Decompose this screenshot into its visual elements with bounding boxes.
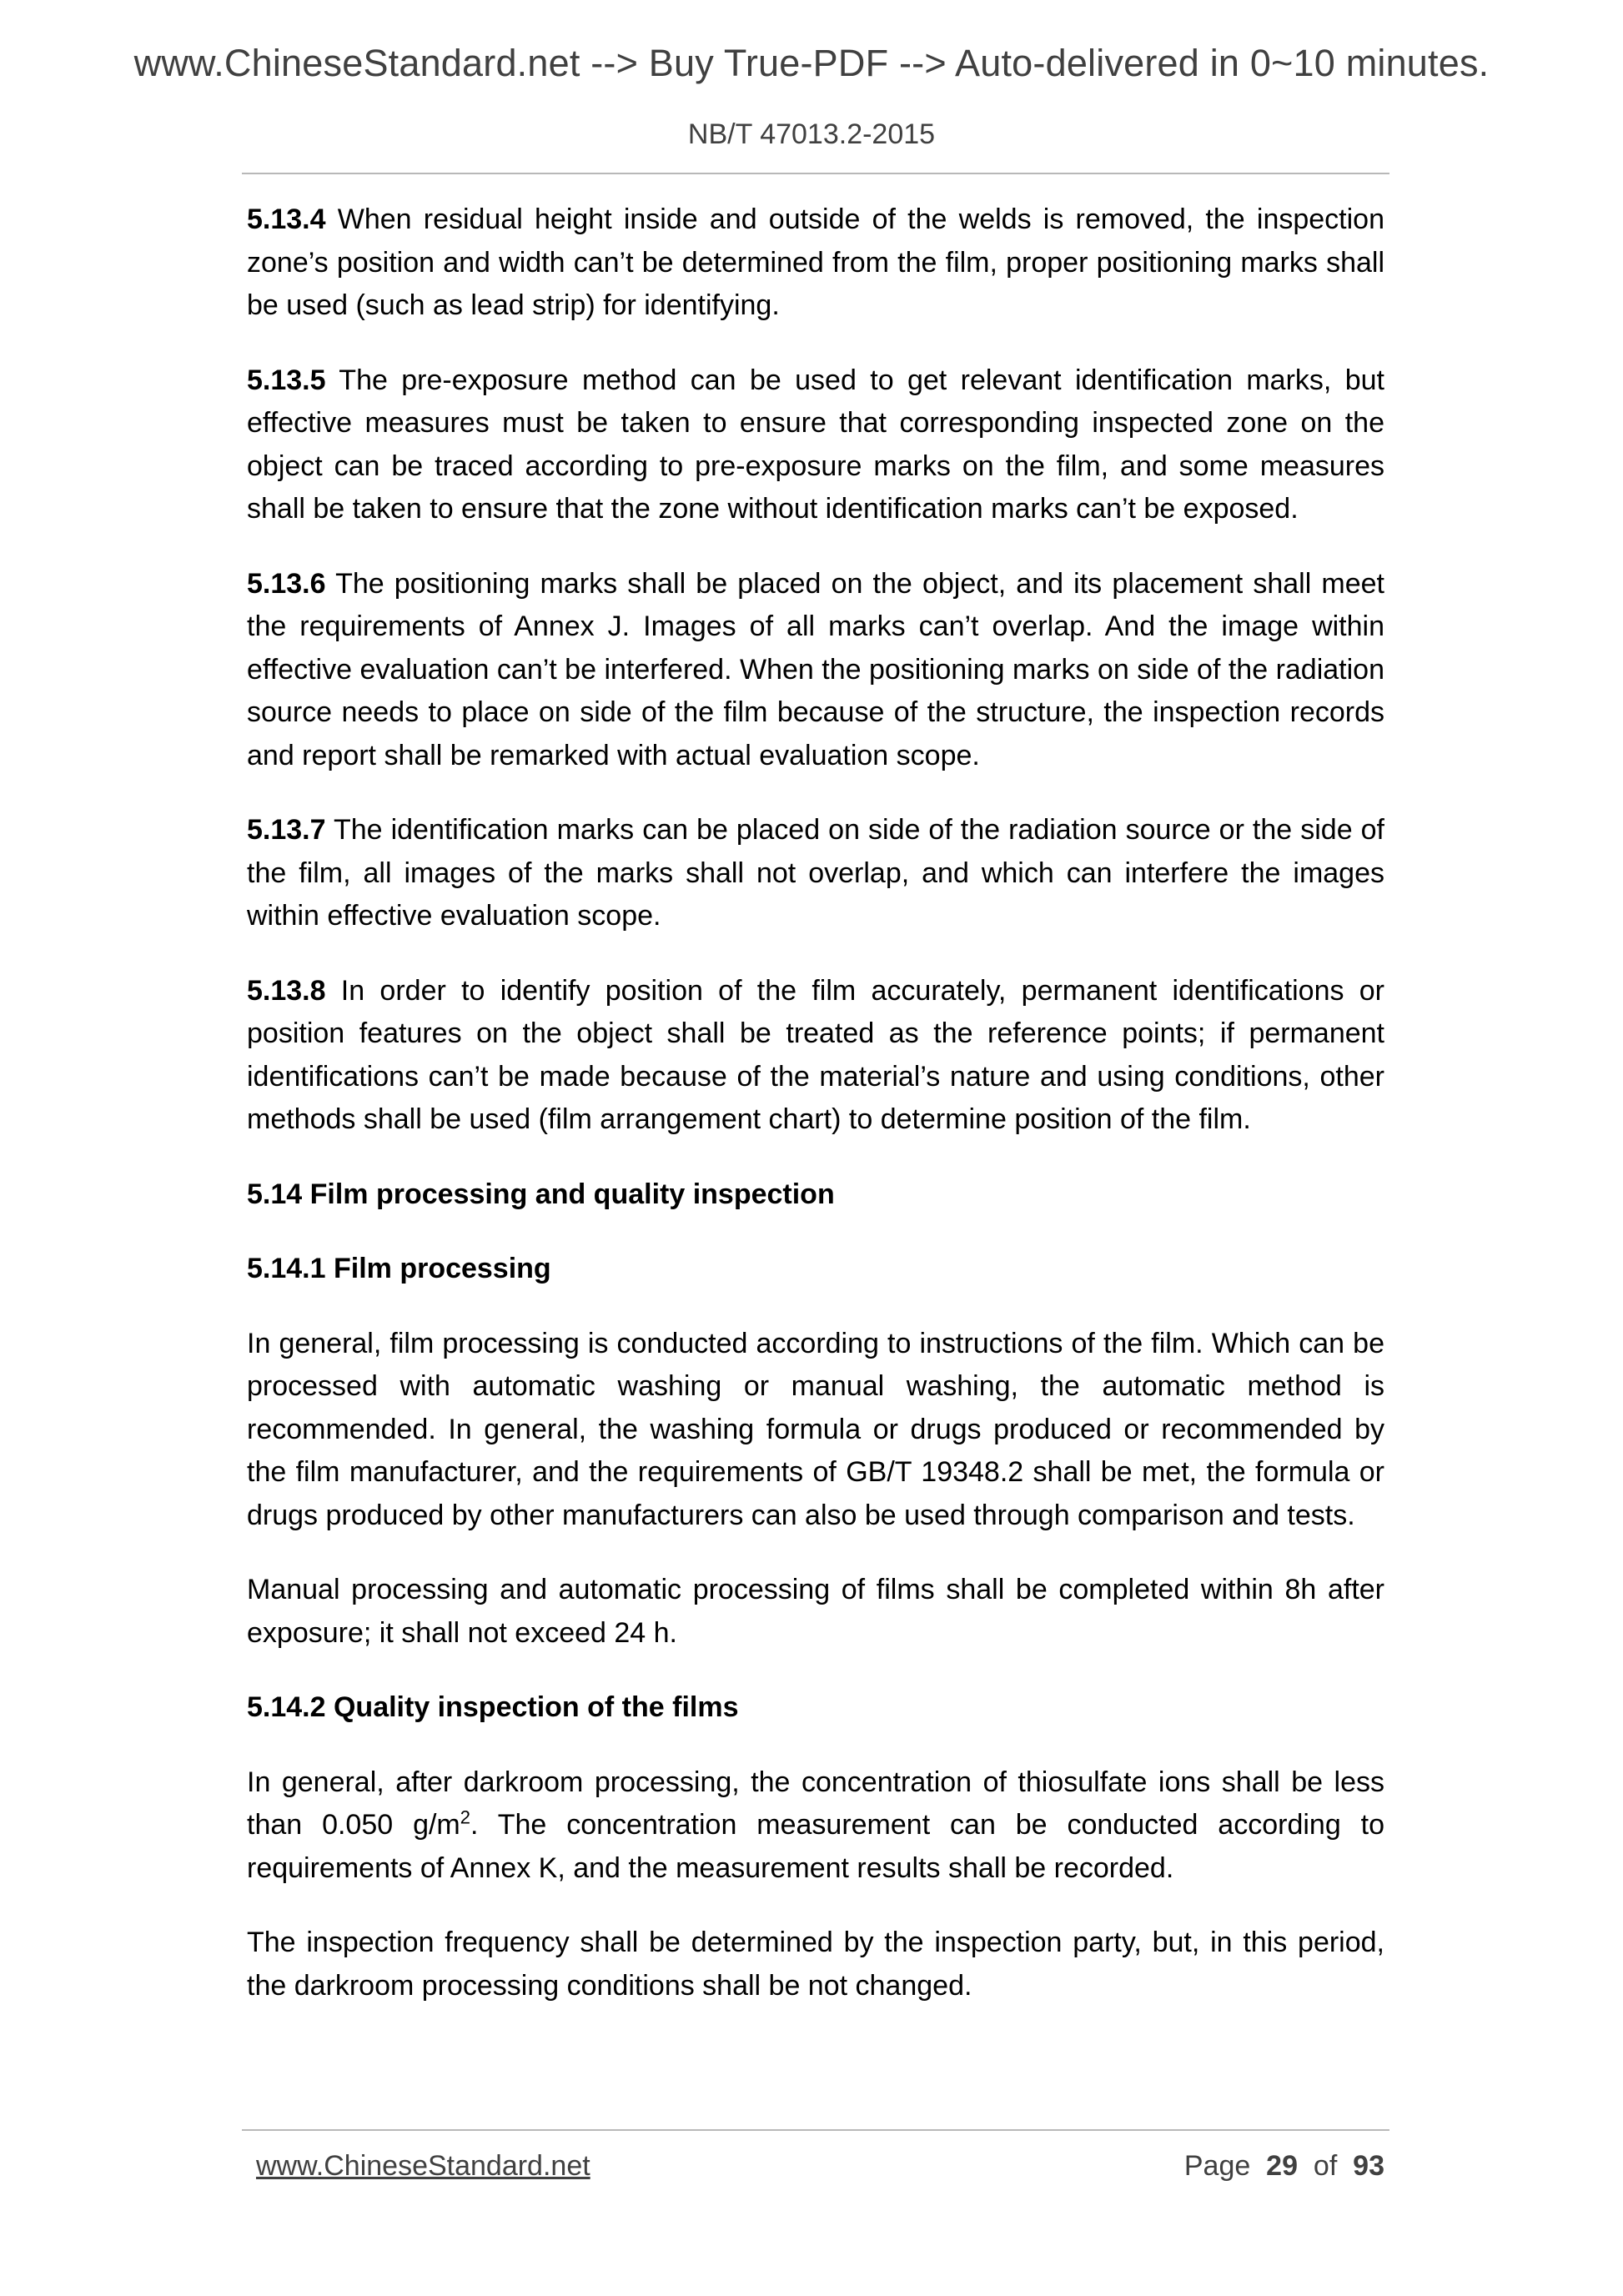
- clause-text: The pre-exposure method can be used to get relevant identification marks, but effective measures must be taken to ensure that corresponding inspected zone on the object can be traced according to pre-exposure marks on the film, and some measures shall be taken to ensure that the zone without identification marks can’t be exposed.: [247, 364, 1384, 525]
- clause-text: The positioning marks shall be placed on the object, and its placement shall meet the requirements of Annex J. Images of all marks can’t overlap. And the image within effective evaluation can’t be interfered. When the positioning marks on side of the radiation source needs to place on side of the film because of the structure, the inspection records and report shall be remarked with actual evaluation scope.: [247, 567, 1384, 771]
- header-divider: [242, 173, 1389, 174]
- clause-5-13-5: [247, 359, 1384, 531]
- header-banner: www.ChineseStandard.net --> Buy True-PDF --> Auto-delivered in 0~10 minutes.: [133, 42, 1490, 84]
- document-body: [247, 198, 1384, 2039]
- section-heading-5-14-2: 5.14.2 Quality inspection of the films: [247, 1691, 739, 1723]
- clause-5-13-4: [247, 198, 1384, 328]
- inspection-frequency-paragraph: The inspection frequency shall be determined by the inspection party, but, in this period, the darkroom processing conditions shall be not changed.: [247, 1927, 1384, 2002]
- clause-number: 5.13.7: [247, 814, 326, 846]
- superscript: 2: [460, 1806, 470, 1828]
- standard-code: NB/T 47013.2-2015: [687, 118, 936, 150]
- page-total: 93: [1353, 2150, 1384, 2182]
- clause-5-13-6: [247, 563, 1384, 778]
- clause-text: When residual height inside and outside of the welds is removed, the inspection zone’s position and width can’t be determined from the film, proper positioning marks shall be used (such as lead strip) for identifying.: [247, 203, 1384, 321]
- thiosulfate-paragraph: [247, 1761, 1384, 1891]
- clause-number: 5.13.4: [247, 203, 326, 235]
- clause-5-13-7: [247, 809, 1384, 938]
- clause-number: 5.13.5: [247, 364, 326, 396]
- footer-site-link[interactable]: www.ChineseStandard.net: [256, 2150, 590, 2182]
- section-heading-5-14-1: 5.14.1 Film processing: [247, 1253, 551, 1284]
- clause-text: In order to identify position of the film accurately, permanent identifications or position features on the object shall be treated as the reference points; if permanent identifications can’t be made because of the material’s nature and using conditions, other methods shall be used (film arrangement chart) to determine position of the film.: [247, 974, 1384, 1135]
- section-heading-5-14: 5.14 Film processing and quality inspection: [247, 1178, 835, 1210]
- paragraph-text: In general, after darkroom processing, the concentration of thiosulfate ions shall be less than 0.050 g/m: [247, 1766, 1384, 1841]
- clause-number: 5.13.8: [247, 974, 326, 1007]
- clause-text: The identification marks can be placed on side of the radiation source or the side of the film, all images of the marks shall not overlap, and which can interfere the images within effective evaluation scope.: [247, 814, 1384, 932]
- processing-time-paragraph: Manual processing and automatic processing of films shall be completed within 8h after exposure; it shall not exceed 24 h.: [247, 1574, 1384, 1649]
- film-processing-paragraph: In general, film processing is conducted according to instructions of the film. Which can be processed with automatic washing or manual washing, the automatic method is recommended. In general, the washing formula or drugs produced or recommended by the film manufacturer, and the requirements of GB/T 19348.2 shall be met, the formula or drugs produced by other manufacturers can also be used through comparison and tests.: [247, 1327, 1384, 1531]
- clause-5-13-8: [247, 970, 1384, 1142]
- of-label: of: [1313, 2150, 1338, 2182]
- page-label: Page: [1183, 2150, 1251, 2182]
- page-number: 29: [1266, 2150, 1298, 2182]
- page-indicator: [1184, 2150, 1384, 2183]
- clause-number: 5.13.6: [247, 567, 326, 600]
- paragraph-text: . The concentration measurement can be conducted according to requirements of Annex K, and the measurement results shall be recorded.: [247, 1809, 1384, 1884]
- footer-divider: [242, 2129, 1389, 2131]
